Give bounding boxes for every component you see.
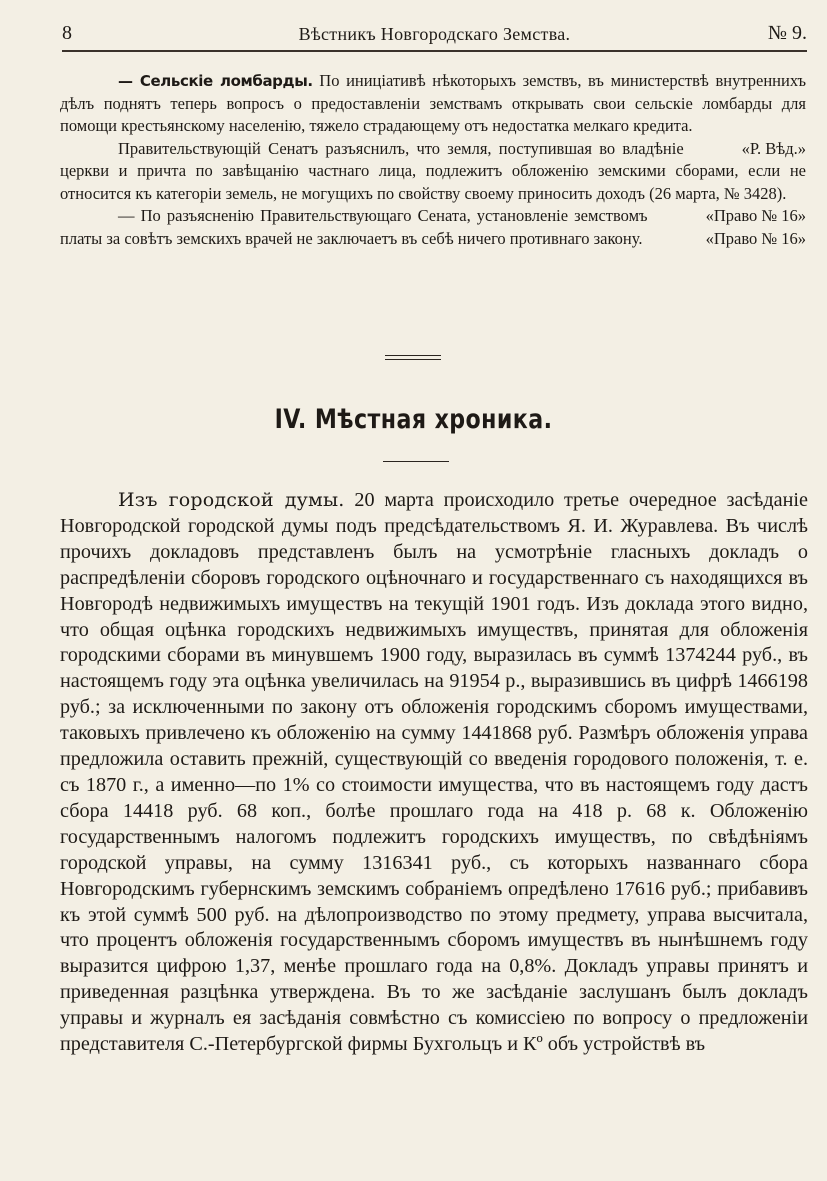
notice-lead: — Сельскіе ломбарды. [118, 72, 313, 90]
notice-source: «Право № 16» [705, 228, 806, 248]
issue-number: № 9. [767, 22, 807, 44]
chronicle-lead: Изъ городской думы. [118, 489, 345, 511]
notice-paragraph [60, 70, 806, 158]
section-divider [385, 355, 441, 360]
heading-underline [383, 461, 449, 462]
notice-text: — По разъясненію Правительствующаго Сената, установленіе земствомъ платы за совѣтъ земскихъ врачей не заключаетъ въ себѣ ничего противнаго закону. [60, 206, 648, 248]
chronicle-text: 20 марта происходило третье очередное засѣданіе Новгородской городской думы подъ предсѣдательствомъ Я. И. Журавлева. Въ числѣ прочихъ докладовъ представленъ былъ на усмотрѣніе гласныхъ докладъ о распредѣленіи сборовъ городского оцѣночнаго и государственнаго съ находящихся въ Новгородѣ недвижимыхъ имуществъ на текущій 1901 годъ. Изъ доклада этого видно, что общая оцѣнка городскихъ недвижимыхъ имуществъ, принятая для обложенія городскими сборами въ минувшемъ 1900 году, выразилась въ суммѣ 1374244 руб., въ настоящемъ году эта оцѣнка увеличилась на 91954 р., выразившись въ цифрѣ 1466198 руб.; за исключенными по закону отъ обложенія городскимъ сборомъ имуществами, таковыхъ привлечено къ обложенію на сумму 1441868 руб. Размѣръ обложенія управа предложила оставить прежній, существующій со введенія городового положенія, т. е. съ 1870 г., а именно—по 1% со стоимости имущества, что въ настоящемъ году дастъ сбора 14418 руб. 68 коп., болѣе прошлаго года на 418 р. 68 к. Обложенію государственнымъ налогомъ подлежитъ городскихъ имуществъ, по свѣдѣніямъ городской управы, на сумму 1316341 руб., съ которыхъ названнаго сбора Новгородскимъ губернскимъ земскимъ собраніемъ опредѣлено 17616 руб.; прибавивъ къ этой суммѣ 500 руб. на дѣлопроизводство по этому предмету, управа высчитала, что процентъ обложенія государственнымъ сборомъ имуществъ въ нынѣшнемъ году выразится цифрою 1,37, менѣе прошлаго года на 0,8%. Докладъ управы принятъ и приведенная разцѣнка утверждена. Въ то же засѣданіе заслушанъ былъ докладъ управы и журналъ ея засѣданія совмѣстно съ комиссіею по вопросу о предложеніи представителя С.-Петербургской фирмы Бухгольцъ и Кº объ устройствѣ въ [60, 489, 808, 1056]
page-number: 8 [62, 22, 72, 44]
header-rule [62, 50, 807, 52]
chronicle-paragraph [60, 488, 808, 1058]
notice-text: Правительствующій Сенатъ разъяснилъ, что земля, поступившая во владѣніе церкви и причта по завѣщанію частнаго лица, подлежитъ обложенію земскими сборами, если не относится къ категоріи земель, не могущихъ по свойству своему приносить доходъ (26 марта, № 3428). [60, 138, 806, 203]
notice-source: «Право № 16» [705, 206, 806, 225]
page-header [62, 22, 807, 52]
journal-title: Вѣстникъ Новгородскаго Земства. [298, 24, 571, 44]
chronicle-article [60, 488, 808, 1058]
notice-source: «Р. Вѣд.» [741, 138, 806, 158]
news-notices [60, 70, 806, 250]
section-heading: IV. Мѣстная хроника. [274, 404, 553, 435]
notice-text: По иниціативѣ нѣкоторыхъ земствъ, въ министерствѣ внутреннихъ дѣлъ поднятъ теперь вопросъ о предоставленіи земствамъ открывать свои сельскіе ломбарды для помощи крестьянскому населенію, тяжело страдающему отъ недостатка мелкаго кредита. [60, 71, 806, 135]
